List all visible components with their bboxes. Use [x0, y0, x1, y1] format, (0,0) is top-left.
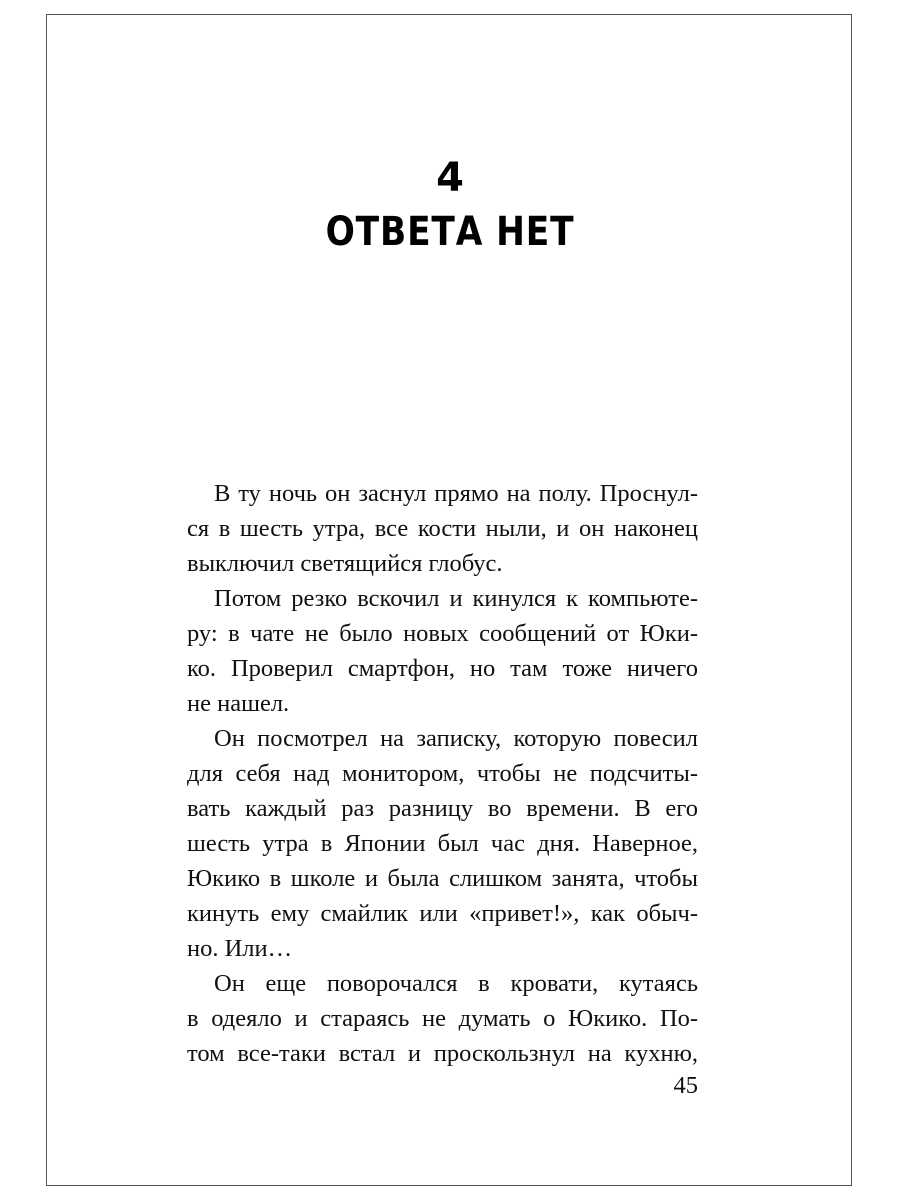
text-line: том все-таки встал и проскользнул на кухню, [187, 1040, 698, 1067]
text-line: Потом резко вскочил и кинулся к компьюте- [214, 585, 698, 612]
chapter-title: ОТВЕТА НЕТ [325, 209, 575, 255]
text-line: кинуть ему смайлик или «привет!», как обыч- [187, 900, 698, 927]
body-text [187, 476, 698, 1071]
text-line: но. Или… [187, 935, 293, 962]
text-line: Юкико в школе и была слишком занята, чтобы [187, 865, 698, 892]
text-line: для себя над монитором, чтобы не подсчиты- [187, 760, 698, 787]
text-line: ру: в чате не было новых сообщений от Юки- [187, 620, 698, 647]
text-line: выключил светящийся глобус. [187, 550, 503, 577]
page-number: 45 [673, 1072, 698, 1099]
text-line: ко. Проверил смартфон, но там тоже ничего [187, 655, 698, 682]
chapter-number: 4 [436, 155, 464, 201]
text-line: шесть утра в Японии был час дня. Наверное, [187, 830, 698, 857]
text-line: вать каждый раз разницу во времени. В его [187, 795, 698, 822]
text-line: Он еще поворочался в кровати, кутаясь [214, 970, 698, 997]
text-line: в одеяло и стараясь не думать о Юкико. По- [187, 1005, 698, 1032]
text-line: В ту ночь он заснул прямо на полу. Проснул- [214, 480, 698, 507]
text-line: Он посмотрел на записку, которую повесил [214, 725, 698, 752]
text-line: ся в шесть утра, все кости ныли, и он наконец [187, 515, 698, 542]
text-line: не нашел. [187, 690, 290, 717]
